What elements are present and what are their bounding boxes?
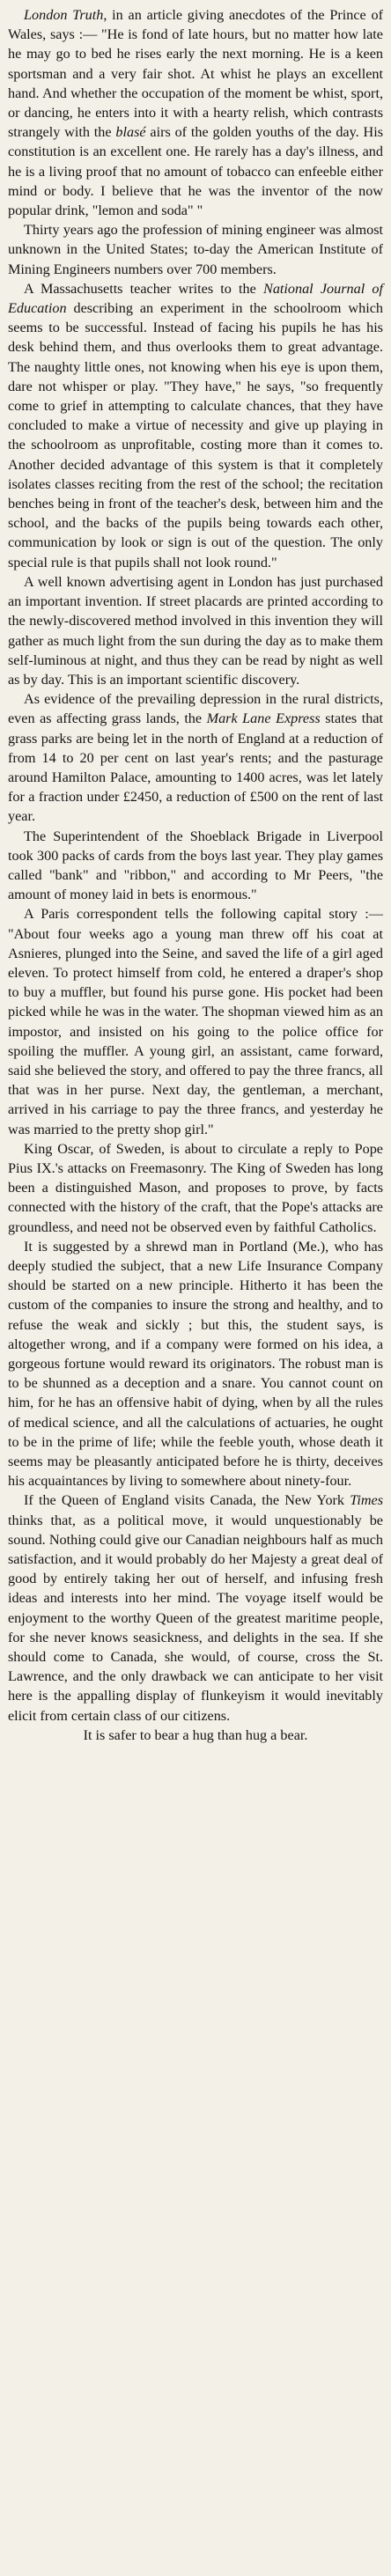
paragraph-prince-of-wales: London Truth, in an article giving anecdotes of the Prince of Wales, says :— "He is fond of late hours, but no matter how late he may go to bed he rises early the next morning. He is a keen sportsman and a very fair shot. At whist he plays an excellent hand. And whether the occupation of the moment be whist, sport, or dancing, he enters into it with a hearty relish, which contrasts strangely with the blasé airs of the golden youths of the day. His constitution is an excellent one. He rarely has a day's illness, and he is a living proof that no amount of tobacco can enfeeble either mind or body. I believe that he was the inventor of the now popular drink, "lemon and soda" ": [8, 7, 384, 219]
paragraph-king-oscar: King Oscar, of Sweden, is about to circulate a reply to Pope Pius IX.'s attacks on Freemasonry. The King of Sweden has long been a distinguished Mason, and proposes to prove, by facts connected with the history of the craft, that the Pope's attacks are groundless, and need not be observed even by faithful Catholics.: [8, 1140, 383, 1235]
paragraph-queen-canada: If the Queen of England visits Canada, the New York Times thinks that, as a political move, it would unquestionably be sound. Nothing could give our Canadian neighbours half as much satisfaction, and it would probably do her Majesty a great deal of good by entirely taking her out of herself, and infusing fresh ideas and interests into her mind. The voyage itself would be enjoyment to the worthy Queen of the greatest maritime people, for she never knows seasickness, and delights in the sea. If she should come to Canada, she would, of course, cross the St. Lawrence, and the only drawback we can anticipate to her visit here is the appalling display of flunkeyism it would inevitably elicit from certain class of our citizens.: [8, 1492, 383, 1724]
paragraph-massachusetts-teacher: A Massachusetts teacher writes to the National Journal of Education describing an experiment in the schoolroom which seems to be successful. Instead of facing his pupils he has his desk behind them, and thus overlooks them to great advantage. The naughty little ones, not knowing when his eye is upon them, dare not whisper or play. "They have," he says, "so frequently come to grief in attempting to calculate chances, that they have concluded to make a virtue of necessity and give up playing in the schoolroom as unprofitable, costing more than it comes to. Another decided advantage of this system is that it completely isolates classes reciting from the rest of the school; the recitation benches being in front of the teacher's desk, between him and the school, and the backs of the pupils being towards each other, communication by look or sign is out of the question. The only special rule is that pupils shall not look round.": [8, 280, 383, 570]
paragraph-rural-depression: As evidence of the prevailing depression in the rural districts, even as affecting grass lands, the Mark Lane Express states that grass parks are being let in the north of England at a reduction of from 14 to 20 per cent on last year's rents; and the pasturage around Hamilton Palace, amounting to 1400 acres, was let lately for a fraction under £2450, a reduction of £500 on the rent of last year.: [8, 691, 383, 825]
paragraph-life-insurance: It is suggested by a shrewd man in Portland (Me.), who has deeply studied the subject, that a new Life Insurance Company should be started on a new principle. Hitherto it has been the custom of the companies to insure the strong and healthy, and to refuse the weak and sickly ; but this, the student says, is altogether wrong, and if a company were formed on his idea, a gorgeous fortune would reward its originators. The robust man is to be shunned as a deception and a snare. You cannot count on him, for he has an offensive habit of dying, when by all the rules of medical science, and all the calculations of actuaries, he ought to be in the prime of life; while the feeble youth, whose death it seems may be pleasantly anticipated before he is thirty, deceives his acquaintances by living to somewhere about ninety-four.: [8, 1238, 383, 1490]
paragraph-bear-hug: It is safer to bear a hug than hug a bear.: [83, 1726, 308, 1743]
paragraph-paris-story: A Paris correspondent tells the following capital story :— "About four weeks ago a young man threw off his coat at Asnieres, plunged into the Seine, and saved the life of a girl aged eleven. To protect himself from cold, he entered a draper's shop to buy a muffler, but found his purse gone. His pocket had been picked while he was in the water. The shopman viewed him as an impostor, and insisted on his going to the police office for spoiling the muffler. A young girl, an assistant, came forward, said she believed the story, and offered to pay the three francs, all that was in her purse. Next day, the gentleman, a merchant, arrived in his carriage to pay the three francs, and yesterday he was married to the pretty shop girl.": [8, 906, 383, 1137]
paragraph-shoeblack-brigade: The Superintendent of the Shoeblack Brigade in Liverpool took 300 packs of cards from the boys last year. They play games called "bank" and "ribbon," and according to Mr Peers, "the amount of money laid in bets is enormous.": [8, 828, 383, 903]
paragraph-mining-engineers: Thirty years ago the profession of mining engineer was almost unknown in the United States; to-day the American Institute of Mining Engineers numbers over 700 members.: [8, 222, 383, 277]
paragraph-luminous-placards: A well known advertising agent in London has just purchased an important invention. If street placards are printed according to the newly-discovered method involved in this invention they will gather as much light from the sun during the day as to make them self-luminous at night, and thus they can be read by night as well as by day. This is an important scientific discovery.: [8, 573, 383, 688]
